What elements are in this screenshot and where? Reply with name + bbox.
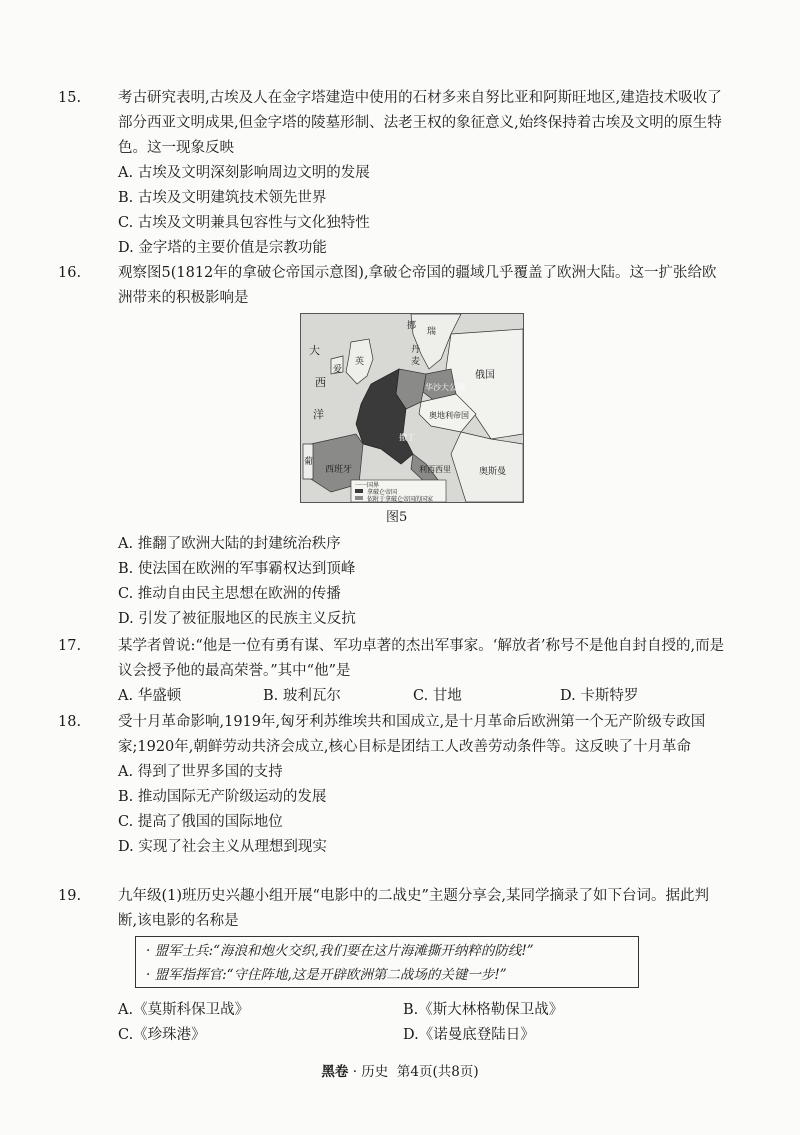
question-15 [58,86,728,261]
map-label: 洋 [313,408,324,421]
option-b[interactable]: B. 古埃及文明建筑技术领先世界 [118,190,327,206]
map-label: 奥地利帝国 [429,411,469,420]
map-label: 奥斯曼 [479,467,507,477]
map-label: 丹 [411,345,421,355]
page-footer [0,1060,800,1080]
map-label: 西班牙 [325,465,353,475]
question-16-options [88,532,728,632]
map-label: 挪 [407,321,417,331]
question-stem: 某学者曾说:“他是一位有勇有谋、军功卓著的杰出军事家。‘解放者’称号不是他自封自授的,而是议会授予他的最高荣誉。”其中“他”是 [118,638,725,679]
option-a[interactable]: A. 得到了世界多国的支持 [118,764,283,780]
option-a[interactable]: A. 古埃及文明深刻影响周边文明的发展 [118,165,370,181]
option-d[interactable]: D. 引发了被征服地区的民族主义反抗 [118,611,356,627]
map-label: 大 [309,344,320,357]
question-number: 17. [58,638,82,654]
map-label: 西 [315,376,326,389]
map-label: 麦 [411,357,421,367]
question-number: 16. [58,265,82,281]
option-c[interactable]: C.《珍珠港》 [118,1027,206,1043]
option-d[interactable]: D.《诺曼底登陆日》 [403,1027,535,1043]
question-stem: 观察图5(1812年的拿破仑帝国示意图),拿破仑帝国的疆域几乎覆盖了欧洲大陆。这一扩张给欧洲带来的积极影响是 [118,265,717,306]
question-19-options [88,998,728,1048]
option-b[interactable]: B. 推动国际无产阶级运动的发展 [118,789,327,805]
map-label: 华沙大公国 [425,383,465,392]
option-c[interactable]: C. 提高了俄国的国际地位 [118,814,283,830]
option-c[interactable]: C. 推动自由民主思想在欧洲的传播 [118,586,341,602]
question-stem: 考古研究表明,古埃及人在金字塔建造中使用的石材多来自努比亚和阿斯旺地区,建造技术吸收了部分西亚文明成果,但金字塔的陵墓形制、法老王权的象征意义,始终保持着古埃及文明的原生特色。这一现象反映 [118,90,722,156]
napoleon-empire-map [300,313,524,503]
option-d[interactable]: D. 卡斯特罗 [560,688,639,704]
question-16 [58,261,728,311]
quote-box [135,936,639,988]
question-18 [58,710,728,860]
question-17 [58,634,728,709]
option-c[interactable]: C. 甘地 [413,688,462,704]
map-label: 爱 [333,365,343,375]
quote-line: · 盟军指挥官:“守住阵地,这是开辟欧洲第二战场的关键一步!” [146,967,507,983]
option-c[interactable]: C. 古埃及文明兼具包容性与文化独特性 [118,215,370,231]
paper-name: 黑卷 [321,1064,349,1080]
map-label: 撒丁 [399,433,415,442]
map-label: 英 [355,357,365,367]
subject-label: · 历史 [348,1064,389,1080]
option-a[interactable]: A.《莫斯科保卫战》 [118,1002,250,1018]
option-a[interactable]: A. 华盛顿 [118,688,182,704]
question-19 [58,884,728,934]
map-label: 俄国 [475,370,495,381]
question-number: 19. [58,888,82,904]
legend-label: 依附于拿破仑帝国的国家 [367,496,434,503]
options-row [88,684,728,709]
question-stem: 九年级(1)班历史兴趣小组开展“电影中的二战史”主题分享会,某同学摘录了如下台词。据此判断,该电影的名称是 [118,888,709,929]
option-d[interactable]: D. 实现了社会主义从理想到现实 [118,839,327,855]
map-label: 利西西里 [419,465,451,474]
quote-line: · 盟军士兵:“海浪和炮火交织,我们要在这片海滩撕开纳粹的防线!” [146,943,534,959]
question-number: 15. [58,90,82,106]
map-label: 葡 [304,457,314,467]
map-label: 瑞 [427,327,437,337]
page-number: 第4页(共8页) [396,1064,479,1080]
legend-label: 一一国界 [355,482,380,489]
option-b[interactable]: B. 玻利瓦尔 [263,688,341,704]
option-d[interactable]: D. 金字塔的主要价值是宗教功能 [118,240,327,256]
option-b[interactable]: B. 使法国在欧洲的军事霸权达到顶峰 [118,561,356,577]
question-number: 18. [58,714,82,730]
figure-caption: 图5 [386,510,408,525]
legend-label: 拿破仑帝国 [367,489,398,496]
option-a[interactable]: A. 推翻了欧洲大陆的封建统治秩序 [118,536,341,552]
question-stem: 受十月革命影响,1919年,匈牙利苏维埃共和国成立,是十月革命后欧洲第一个无产阶级专政国家;1920年,朝鲜劳动共济会成立,核心目标是团结工人改善劳动条件等。这反映了十月革命 [118,714,706,755]
option-b[interactable]: B.《斯大林格勒保卫战》 [403,1002,564,1018]
